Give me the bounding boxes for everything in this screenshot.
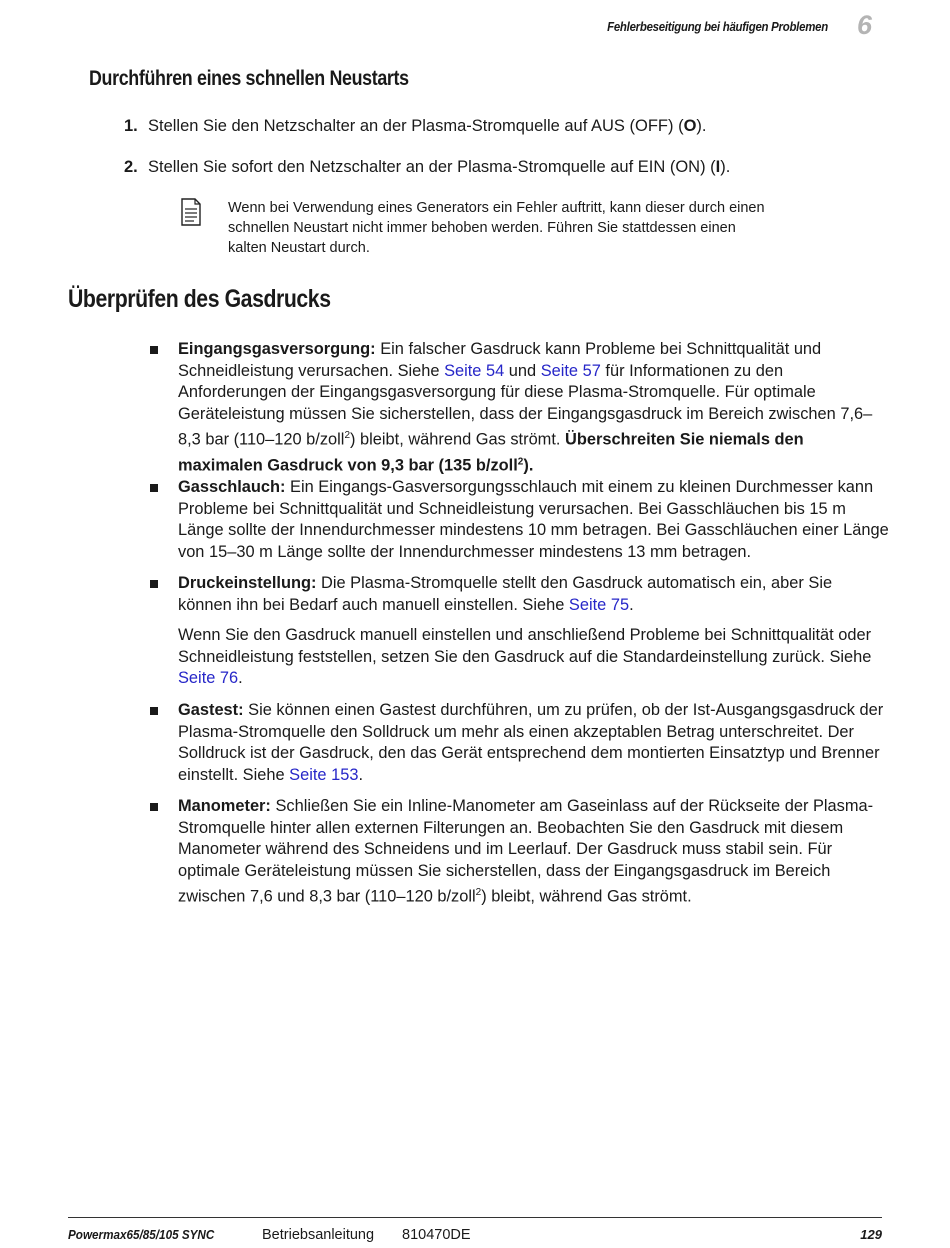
- footer-doc-type: Betriebsanleitung: [262, 1227, 375, 1243]
- bullet-square: [150, 580, 158, 588]
- section-heading-quick-restart: Durchführen eines schnellen Neustarts: [89, 67, 409, 90]
- bullet-label: Eingangsgasversorgung:: [178, 340, 376, 358]
- bullet-square: [150, 484, 158, 492]
- bullet-text: ) bleibt, während Gas strömt.: [481, 887, 692, 906]
- step-number: 2.: [124, 158, 138, 176]
- link-seite-76[interactable]: Seite 76: [178, 669, 239, 688]
- section-heading-gas-pressure: Überprüfen des Gasdrucks: [68, 285, 331, 313]
- switch-symbol: I: [715, 158, 721, 176]
- bullet-label: Gasschlauch:: [178, 478, 286, 496]
- bullet-text: für Informationen zu den Anforderungen der Eingangsgasversorgung für diese Plasma-Stromquelle. Für optimale Geräteleistung müssen Sie sicherstellen, dass der Eingangsgasdruck im Bereich zwischen 7,6–8,3 bar (110–120 b/zoll: [178, 361, 873, 449]
- step-number: 1.: [124, 117, 138, 135]
- link-seite-54[interactable]: Seite 54: [444, 361, 505, 380]
- bullet-text: .: [629, 595, 634, 614]
- bullet-gastest: [150, 700, 890, 786]
- switch-symbol: O: [683, 117, 697, 135]
- step-1: [124, 117, 707, 136]
- warning-text: Überschreiten Sie niemals den maximalen Gasdruck von 9,3 bar (135 b/zoll: [178, 430, 804, 475]
- running-header-title: Fehlerbeseitigung bei häufigen Problemen: [607, 19, 828, 34]
- bullet-text: Schließen Sie ein Inline-Manometer am Gaseinlass auf der Rückseite der Plasma-Stromquelle hinter allen externen Filterungen an. Beobachten Sie den Gasdruck mit diesem Manometer während des Schneidens und im Leerlauf. Der Gasdruck muss stabil sein. Für optimale Geräteleistung müssen Sie sicherstellen, dass der Eingangsgasdruck im Bereich zwischen 7,6 und 8,3 bar (110–120 b/zoll: [178, 797, 874, 906]
- note-text: Wenn bei Verwendung eines Generators ein Fehler auftritt, kann dieser durch einen schnellen Neustart nicht immer behoben werden. Führen Sie stattdessen einen kalten Neustart durch.: [228, 200, 765, 256]
- bullet-text: .: [238, 669, 243, 688]
- bullet-eingangsgasversorgung: [150, 339, 890, 478]
- bullet-square: [150, 346, 158, 354]
- bullet-manometer: [150, 796, 890, 908]
- bullet-text: .: [358, 765, 363, 784]
- step-text: Stellen Sie sofort den Netzschalter an der Plasma-Stromquelle auf EIN (ON) (: [148, 158, 716, 176]
- warning-text-end: ).: [523, 456, 534, 475]
- bullet-body: [178, 796, 890, 908]
- bullet-text: ) bleibt, während Gas strömt.: [350, 430, 565, 449]
- bullet-body: [178, 700, 890, 786]
- bullet-paragraph-2: [178, 625, 890, 690]
- bullet-body: [178, 477, 890, 563]
- link-seite-153[interactable]: Seite 153: [289, 765, 359, 784]
- bullet-druckeinstellung: [150, 573, 890, 690]
- bullet-text: Wenn Sie den Gasdruck manuell einstellen und anschließend Probleme bei Schnittqualität oder Schneidleistung feststellen, setzen Sie den Gasdruck auf die Standardeinstellung zurück. Siehe: [178, 626, 872, 666]
- superscript: 2: [344, 430, 351, 442]
- bullet-label: Gastest:: [178, 701, 244, 719]
- step-text: Stellen Sie den Netzschalter an der Plasma-Stromquelle auf AUS (OFF) (: [148, 117, 684, 135]
- bullet-text: Die Plasma-Stromquelle stellt den Gasdruck automatisch ein, aber Sie können ihn bei Bedarf auch manuell einstellen. Siehe: [178, 574, 833, 614]
- link-seite-57[interactable]: Seite 57: [540, 361, 601, 380]
- bullet-label: Druckeinstellung:: [178, 574, 317, 592]
- bullet-text: Ein falscher Gasdruck kann Probleme bei Schnittqualität und Schneidleistung verursachen. Siehe: [178, 340, 822, 380]
- chapter-number: 6: [856, 10, 872, 40]
- superscript: 2: [517, 456, 524, 468]
- bullet-body: [178, 573, 890, 616]
- bullet-text: Sie können einen Gastest durchführen, um zu prüfen, ob der Ist-Ausgangsgasdruck der Plasma-Stromquelle den Solldruck um mehr als einen akzeptablen Betrag unterschreitet. Der Solldruck ist der Gasdruck, den das Gerät entsprechend dem montierten Einsatztyp und Brenner einstellt. Siehe: [178, 701, 884, 784]
- link-seite-75[interactable]: Seite 75: [568, 595, 630, 614]
- note-icon: [180, 198, 202, 226]
- bullet-text: Ein Eingangs-Gasversorgungsschlauch mit einem zu kleinen Durchmesser kann Probleme bei Schnittqualität und Schneidleistung verursachen. Bei Gasschläuchen bis 15 m Länge sollte der Innendurchmesser mindestens 10 mm betragen. Bei Gasschläuchen einer Länge von 15–30 m Länge sollte der Innendurchmesser mindestens 13 mm betragen.: [178, 478, 889, 561]
- bullet-square: [150, 707, 158, 715]
- bullet-text: und: [504, 361, 541, 380]
- footer-product: Powermax65/85/105 SYNC: [68, 1227, 215, 1242]
- page-footer: [68, 1227, 882, 1243]
- footer-doc-number: 810470DE: [402, 1227, 471, 1243]
- step-text-end: ).: [696, 117, 707, 135]
- bullet-label: Manometer:: [178, 797, 271, 815]
- bullet-gasschlauch: [150, 477, 890, 563]
- superscript: 2: [475, 887, 482, 899]
- bullet-body: [178, 339, 890, 478]
- bullet-square: [150, 803, 158, 811]
- footer-rule: [68, 1217, 882, 1218]
- step-text-end: ).: [720, 158, 731, 176]
- step-2: [124, 158, 730, 177]
- page-number: 129: [860, 1227, 882, 1242]
